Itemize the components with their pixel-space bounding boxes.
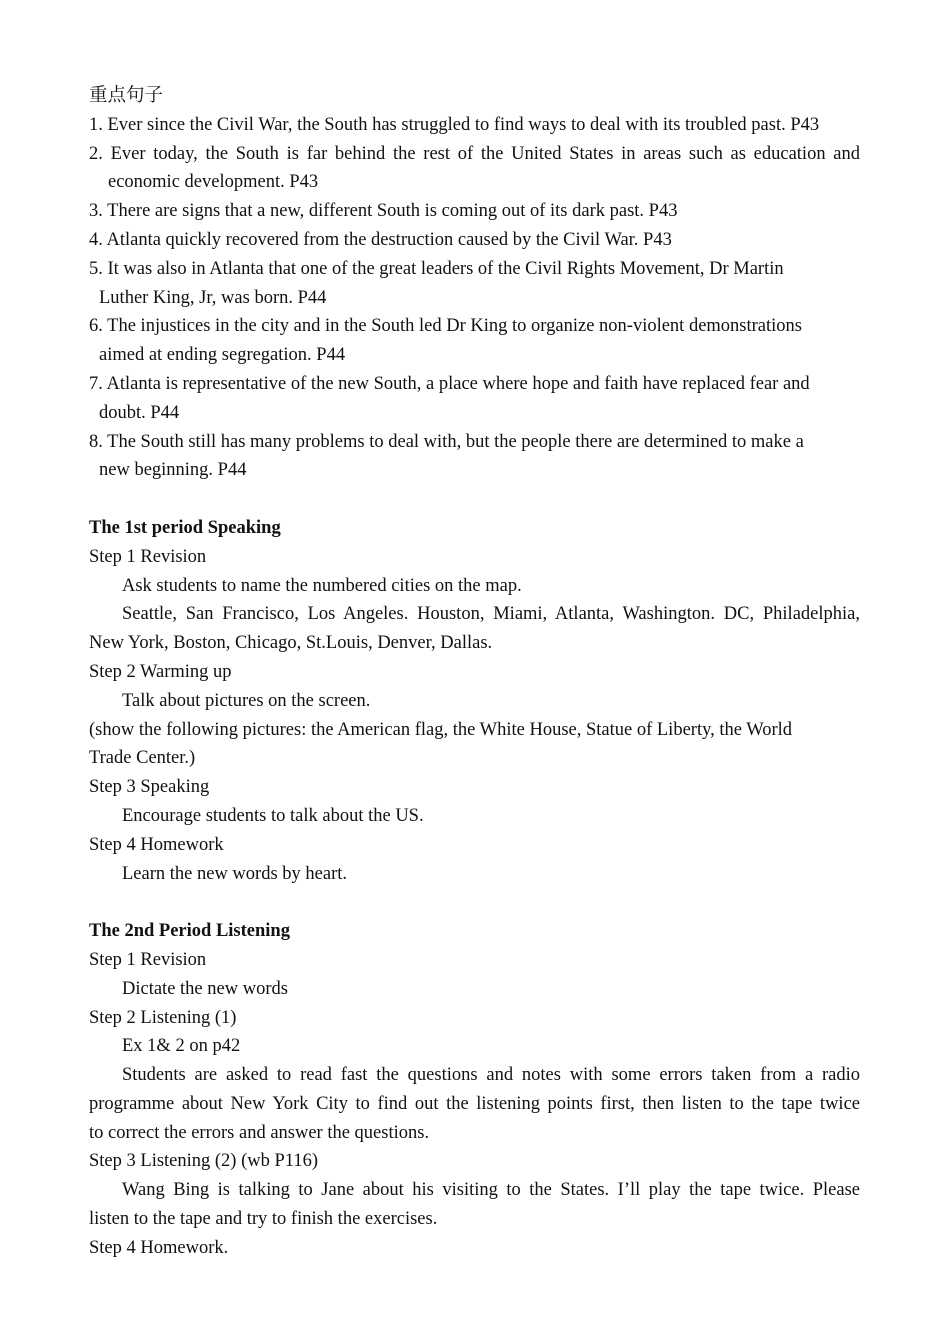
sentence-6-line-2: aimed at ending segregation. P44: [99, 345, 346, 366]
period-2-step-3-para-line-1: Wang Bing is talking to Jane about his visiting to the States. I’ll play the tape twice. Please: [122, 1180, 860, 1201]
period-2-step-2-para-line-1: Students are asked to read fast the questions and notes with some errors taken from a radio: [122, 1065, 860, 1086]
period-2-step-3-para-line-2: listen to the tape and try to finish the exercises.: [89, 1209, 438, 1230]
period-2-step-2-para-line-3: to correct the errors and answer the questions.: [89, 1122, 430, 1143]
spacer: [89, 888, 860, 917]
sentence-7-line-2: doubt. P44: [99, 402, 180, 423]
period-2-section: [89, 917, 860, 1263]
sentence-3: 3. There are signs that a new, different South is coming out of its dark past. P43: [89, 201, 678, 222]
period-1-step-2-text: Talk about pictures on the screen.: [122, 690, 371, 711]
period-1-pictures-line-2: Trade Center.): [89, 748, 196, 769]
sentence-5-line-1: 5. It was also in Atlanta that one of the great leaders of the Civil Rights Movement, Dr Martin: [89, 258, 784, 279]
period-2-step-1: Step 1 Revision: [89, 949, 207, 970]
sentence-8-line-1: 8. The South still has many problems to deal with, but the people there are determined to make a: [89, 431, 804, 452]
sentence-1: 1. Ever since the Civil War, the South has struggled to find ways to deal with its troubled past. P43: [89, 114, 820, 135]
period-1-step-3: Step 3 Speaking: [89, 777, 210, 798]
document-page: [89, 82, 860, 1263]
sentence-7-line-1: 7. Atlanta is representative of the new South, a place where hope and faith have replaced fear and: [89, 373, 810, 394]
period-1-step-4-text: Learn the new words by heart.: [122, 863, 347, 884]
period-1-step-3-text: Encourage students to talk about the US.: [122, 805, 424, 826]
sentence-4: 4. Atlanta quickly recovered from the destruction caused by the Civil War. P43: [89, 229, 672, 250]
period-2-step-4: Step 4 Homework.: [89, 1237, 229, 1258]
period-1-step-4: Step 4 Homework: [89, 834, 224, 855]
period-1-cities-line-1: Seattle, San Francisco, Los Angeles. Houston, Miami, Atlanta, Washington. DC, Philadelphia,: [122, 604, 860, 625]
period-1-pictures-line-1: (show the following pictures: the American flag, the White House, Statue of Liberty, the World: [89, 719, 793, 740]
period-1-title: The 1st period Speaking: [89, 517, 281, 538]
period-1-cities-line-2: New York, Boston, Chicago, St.Louis, Denver, Dallas.: [89, 633, 493, 654]
period-1-step-1: Step 1 Revision: [89, 546, 207, 567]
period-2-step-1-text: Dictate the new words: [122, 978, 288, 999]
sentence-8-line-2: new beginning. P44: [99, 460, 247, 481]
period-1-section: [89, 514, 860, 888]
period-1-step-2: Step 2 Warming up: [89, 661, 232, 682]
spacer: [89, 485, 860, 514]
sentence-2-line-1: 2. Ever today, the South is far behind the rest of the United States in areas such as education and: [89, 143, 860, 164]
sentence-5-line-2: Luther King, Jr, was born. P44: [99, 287, 327, 308]
period-1-step-1-text: Ask students to name the numbered cities on the map.: [122, 575, 522, 596]
section-heading: 重点句子: [89, 86, 164, 106]
period-2-step-3: Step 3 Listening (2) (wb P116): [89, 1151, 319, 1172]
sentence-2-line-2: economic development. P43: [108, 172, 319, 193]
period-2-step-2-para-line-2: programme about New York City to find out the listening points first, then listen to the tape twice: [89, 1093, 860, 1114]
period-2-step-2: Step 2 Listening (1): [89, 1007, 237, 1028]
period-2-title: The 2nd Period Listening: [89, 921, 290, 942]
key-sentences-list: [89, 111, 860, 485]
period-2-step-2-exercise: Ex 1& 2 on p42: [122, 1036, 241, 1057]
sentence-6-line-1: 6. The injustices in the city and in the South led Dr King to organize non-violent demonstrations: [89, 316, 802, 337]
